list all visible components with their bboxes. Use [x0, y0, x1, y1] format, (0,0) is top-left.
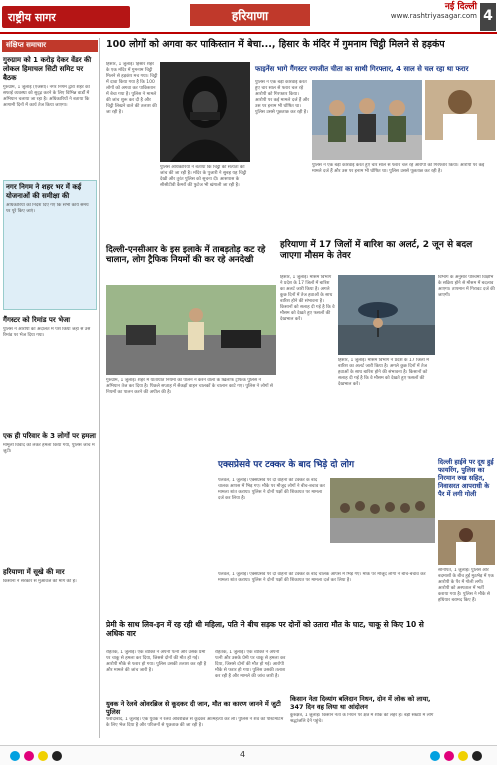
lead-body-col-b: पुलिस अधिकारियों ने बताया कि चिट्ठी की सत्यता की जांच की जा रही है। मंदिर के पुजारी ने सुबह यह चिट्ठी देखी और तुरंत पुलिस को सूचना दी। आसपास के सीसीटीवी कैमरों की फुटेज भी खंगाली जा रही है। — [160, 165, 247, 188]
sub-headline: फाइनेंस भागे गैंगस्टर रणजीत चीता का साथी गिरफ्तार, 4 साल से चल रहा था फरार — [255, 65, 469, 73]
expressway-headline: एक्सप्रेसवे पर टक्कर के बाद भिड़े दो लोग — [218, 460, 355, 470]
accused-portrait-photo — [425, 80, 495, 140]
left-story-body: मामूली विवाद को लेकर हमला किया गया, पुलिस जांच में जुटी। — [3, 443, 95, 454]
lead-body-col-a: हिसार, 1 जुलाई। हिसार शहर के एक मंदिर में गुमनाम चिट्ठी मिलने से हड़कंप मच गया। चिट्ठी में दावा किया गया है कि 100 लोगों को अगवा कर पाकिस्तान में बेचा गया है। पुलिस ने मामले की जांच शुरू कर दी है और चिट्ठी लिखने वाले की तलाश की जा रही है। — [106, 62, 158, 115]
left-story-body: अधिकारियों को निर्देश दिए गए कि सभी कार्य समय पर पूरे किए जाएं। — [6, 203, 89, 214]
police-arrest-photo — [312, 80, 422, 160]
page-footer — [0, 745, 497, 765]
traffic-headline: दिल्ली-एनसीआर के इस इलाके में ताबड़तोड़ कट रहे चालान, लोग ट्रैफिक नियमों की कर रहे अनदेखी — [106, 245, 266, 265]
rain-photo — [338, 275, 435, 355]
crowd-photo — [330, 478, 435, 543]
magenta-registration-mark — [444, 751, 454, 761]
city-label: नई दिल्ली — [444, 2, 477, 12]
left-story-3 — [3, 316, 97, 426]
page-number: 4 — [480, 3, 496, 31]
lead-headline: 100 लोगों को अगवा कर पाकिस्तान में बेचा..., हिसार के मंदिर में गुमनाम चिट्ठी मिलने से हड़कंप — [106, 39, 445, 50]
footer-page-marker: 4 — [240, 750, 246, 759]
weather-body-cont: हिसार, 1 जुलाई। मौसम विभाग ने प्रदेश के 17 जिलों में बारिश का अलर्ट जारी किया है। अगले कुछ दिनों में तेज हवाओं के साथ बारिश होने की संभावना है। किसानों को सलाह दी गई है कि वे मौसम को देखते हुए फसलों की देखभाल करें। — [338, 358, 429, 387]
left-story-4 — [3, 432, 97, 562]
firing-body: सोनीपत, 1 जुलाई। पुलिस और बदमाशों के बीच हुई मुठभेड़ में एक आरोपी के पैर में गोली लगी। आरोपी को अस्पताल में भर्ती कराया गया है। पुलिस ने मौके से हथियार बरामद किए हैं। — [438, 568, 494, 603]
weather-headline: हरियाणा में 17 जिलों में बारिश का अलर्ट, 2 जून से बदल जाएगा मौसम के तेवर — [280, 240, 473, 261]
website-label: www.rashtriyasagar.com — [390, 12, 477, 20]
suicide-body: फरीदाबाद, 1 जुलाई। एक युवक ने रेलवे ओवरब्रिज से कूदकर आत्महत्या कर ली। पुलिस ने शव को पोस्टमार्टम के लिए भेज दिया है और परिजनों से पूछताछ की जा रही है। — [106, 717, 284, 728]
sub-body: पुलिस ने एक बड़ी कार्रवाई करते हुए चार साल से फरार चल रहे आरोपी को गिरफ्तार किया। आरोपी पर कई मामले दर्ज हैं और उस पर इनाम भी घोषित था। पुलिस उससे पूछताछ कर रही है। — [255, 80, 310, 115]
weather-side: विभाग के अनुसार पश्चिमी विक्षोभ के सक्रिय होने से मौसम में बदलाव आएगा। तापमान में गिरावट दर्ज की जाएगी। — [438, 275, 495, 298]
cyan-registration-mark — [430, 751, 440, 761]
cyan-registration-mark — [10, 751, 20, 761]
weather-body: हिसार, 1 जुलाई। मौसम विभाग ने प्रदेश के 17 जिलों में बारिश का अलर्ट जारी किया है। अगले कुछ दिनों में तेज हवाओं के साथ बारिश होने की संभावना है। किसानों को सलाह दी गई है कि वे मौसम को देखते हुए फसलों की देखभाल करें। — [280, 275, 335, 322]
hooded-figure-icon — [160, 62, 250, 162]
left-story-body: पुलिस ने आरोपी को अदालत में पेश किया जहां से उसे रिमांड पर भेज दिया गया। — [3, 327, 91, 338]
farmer-headline: किसान नेता दिव्यांग बलिदान निधन, दोन में लोक को लाया, 347 दिन वह लिया था आंदोलन — [290, 695, 431, 711]
expressway-body: पलवल, 1 जुलाई। एक्सप्रेसवे पर दो वाहनों की टक्कर के बाद चालक आपस में भिड़ गए। मौके पर मौजूद लोगों ने बीच-बचाव कर मामला शांत कराया। पुलिस ने दोनों पक्षों की शिकायत पर मामला दर्ज कर लिया है। — [218, 478, 325, 501]
farmer-body: कुरुक्षेत्र, 1 जुलाई। किसान नेता के निधन पर क्षेत्र में शोक की लहर है। बड़ी संख्या में लोग श्रद्धांजलि देने पहुंचे। — [290, 713, 434, 724]
left-story-title: गैंगस्टर को रिमांड पर भेजा — [3, 316, 71, 324]
murder-headline: प्रेमी के साथ लिव-इन में रह रही थी महिला, पति ने बीच सड़क पर दोनों को उतारा मौत के घाट, चाकू से किए 10 से अधिक वार — [106, 620, 424, 638]
left-story-body: गुरुग्राम, 1 जुलाई (एजेंसी)। नगर निगम द्वारा शहर की सफाई व्यवस्था को सुदृढ़ करने के लिए विभिन्न वार्डों में अभियान चलाया जा रहा है। अधिकारियों ने बताया कि आगामी दिनों में कार्य तेज किया जाएगा। — [3, 85, 90, 108]
dateline — [365, 3, 477, 29]
firing-headline: दिल्ली हाईवे पर दूध हुई फायरिंग, पुलिस का निरमान रुख सहित, निवासरत आपराधी के पैर में लगी गोली — [438, 458, 494, 498]
black-registration-mark — [52, 751, 62, 761]
firing-photo — [438, 520, 495, 565]
yellow-registration-mark — [458, 751, 468, 761]
left-story-title: एक ही परिवार के 3 लोगों पर हमला — [3, 432, 96, 440]
yellow-registration-mark — [38, 751, 48, 761]
section-title: हरियाणा — [190, 4, 310, 26]
left-story-5 — [3, 568, 97, 738]
left-story-body: किसानों ने सरकार से मुआवजे की मांग की है। — [3, 579, 77, 584]
black-registration-mark — [472, 751, 482, 761]
murder-body-cont: रोहतक, 1 जुलाई। एक व्यक्ति ने अपनी पत्नी और उसके प्रेमी पर चाकू से हमला कर दिया, जिससे दोनों की मौत हो गई। आरोपी मौके से फरार हो गया। पुलिस उसकी तलाश कर रही है और मामले की जांच जारी है। — [215, 650, 286, 679]
left-story-title: नगर निगम ने शहर भर में कई योजनाओं की समीक्षा की — [6, 183, 82, 200]
hooded-figure-photo — [160, 62, 250, 162]
left-story-1 — [3, 56, 97, 176]
newspaper-logo: राष्ट्रीय सागर — [2, 6, 130, 28]
suicide-headline: युवक ने रेलवे ओवरब्रिज से कूदकर दी जान, मौत का कारण जानने में जुटी पुलिस — [106, 700, 281, 716]
magenta-registration-mark — [24, 751, 34, 761]
traffic-police-photo — [106, 285, 276, 375]
left-story-2 — [3, 180, 97, 310]
expressway-body-cont: पलवल, 1 जुलाई। एक्सप्रेसवे पर दो वाहनों की टक्कर के बाद चालक आपस में भिड़ गए। मौके पर मौजूद लोगों ने बीच-बचाव कर मामला शांत कराया। पुलिस ने दोनों पक्षों की शिकायत पर मामला दर्ज कर लिया है। — [218, 572, 426, 583]
left-story-title: हरियाणा में सूखे की मार — [3, 568, 65, 576]
left-story-title: गुरुग्राम को 1 करोड़ देकर वेंडर की लोकल हिमाचल सिटी समिट पर बैठक — [3, 56, 92, 82]
traffic-body: गुरुग्राम, 1 जुलाई। शहर में यातायात नियमों का पालन न करने वालों के खिलाफ ट्रैफिक पुलिस ने अभियान तेज कर दिया है। पिछले सप्ताह में सैकड़ों वाहन चालकों के चालान काटे गए। पुलिस ने लोगों से नियमों का पालन करने की अपील की है। — [106, 378, 273, 395]
sub-body-cont: पुलिस ने एक बड़ी कार्रवाई करते हुए चार साल से फरार चल रहे आरोपी को गिरफ्तार किया। आरोपी पर कई मामले दर्ज हैं और उस पर इनाम भी घोषित था। पुलिस उससे पूछताछ कर रही है। — [312, 163, 485, 174]
brief-news-tag: संक्षिप्त समाचार — [2, 40, 98, 52]
murder-body: रोहतक, 1 जुलाई। एक व्यक्ति ने अपनी पत्नी और उसके प्रेमी पर चाकू से हमला कर दिया, जिससे दोनों की मौत हो गई। आरोपी मौके से फरार हो गया। पुलिस उसकी तलाश कर रही है और मामले की जांच जारी है। — [106, 650, 207, 673]
